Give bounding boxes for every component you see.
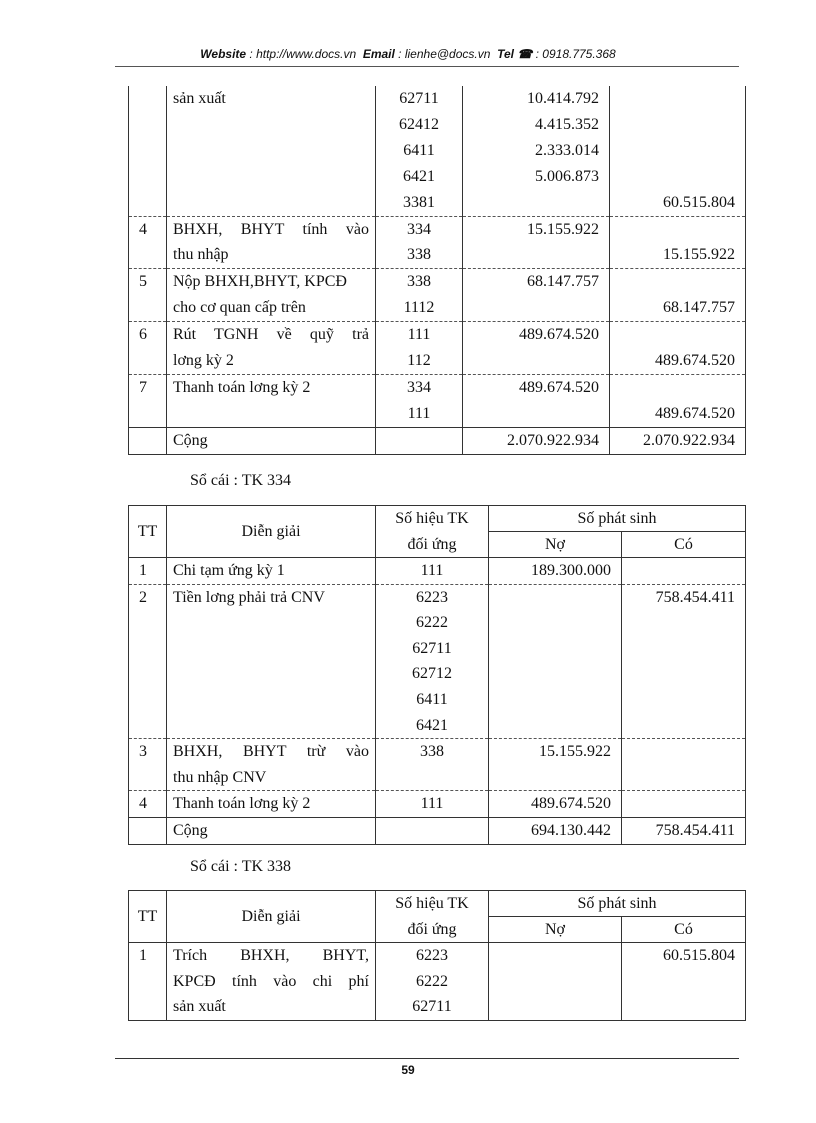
cell-debit: 2.333.014 [463,138,610,164]
cell-account: 6223 [376,943,489,969]
cell-tt [129,242,167,268]
cell-description [167,687,376,713]
header-debit: Nợ [489,532,622,558]
header-account-sub: đối ứng [376,532,489,558]
cell-credit: 489.674.520 [610,348,746,374]
cell-account: 111 [376,558,489,585]
cell-account: 62711 [376,994,489,1020]
tel-value: : 0918.775.368 [535,47,616,61]
cell-account: 111 [376,791,489,818]
header-tt: TT [129,506,167,558]
cell-credit [610,138,746,164]
cell-debit [489,765,622,791]
table-row [129,610,746,636]
page-number: 59 [401,1063,415,1077]
cell-debit [463,348,610,374]
email-label: Email [362,47,395,61]
cell-account: 338 [376,739,489,765]
table-row [129,242,746,268]
table-row [129,994,746,1020]
table-row [129,295,746,321]
cell-tt [129,765,167,791]
table-row [129,584,746,610]
cell-tt [129,713,167,739]
cell-description [167,713,376,739]
cell-tt [129,610,167,636]
table-row [129,216,746,242]
cell-description [167,401,376,427]
cell-tt [129,348,167,374]
table-row [129,269,746,295]
cell-debit: 10.414.792 [463,86,610,112]
cell-account [376,765,489,791]
cell-debit [463,190,610,216]
table-row [129,969,746,995]
cell-tt [129,295,167,321]
total-label: Cộng [167,427,376,454]
ledger-334-caption: Sổ cái : TK 334 [190,472,292,489]
cell-account: 6411 [376,138,463,164]
cell-credit [610,216,746,242]
cell-tt: 3 [129,739,167,765]
cell-credit [610,322,746,348]
cell-tt: 6 [129,322,167,348]
cell-account: 62711 [376,636,489,662]
cell-tt: 1 [129,943,167,969]
cell-description: Rút TGNH về quỹ trả [167,322,376,348]
cell-account: 338 [376,242,463,268]
total-row [129,817,746,844]
table-row [129,687,746,713]
cell-tt [129,636,167,662]
table-row [129,112,746,138]
cell-credit [622,610,746,636]
cell-tt [129,190,167,216]
header-debit: Nợ [489,917,622,943]
cell-account: 111 [376,401,463,427]
table-row [129,661,746,687]
cell-account: 6421 [376,713,489,739]
table-row [129,739,746,765]
cell-credit [622,636,746,662]
cell-tt [129,164,167,190]
cell-credit: 60.515.804 [622,943,746,969]
cell-debit [463,295,610,321]
header-description: Diễn giải [167,506,376,558]
cell-tt [129,687,167,713]
cell-description: lơng kỳ 2 [167,348,376,374]
total-debit: 2.070.922.934 [463,427,610,454]
table-row [129,374,746,400]
cell-tt [129,969,167,995]
cell-account: 62412 [376,112,463,138]
cell-description [167,636,376,662]
cell-debit: 4.415.352 [463,112,610,138]
header-credit: Có [622,917,746,943]
total-debit: 694.130.442 [489,817,622,844]
table-row [129,322,746,348]
cell-debit [463,242,610,268]
cell-debit [489,661,622,687]
cell-credit [622,661,746,687]
total-label: Cộng [167,817,376,844]
cell-account: 334 [376,216,463,242]
cell-debit [489,687,622,713]
cell-debit: 189.300.000 [489,558,622,585]
cell-description: Thanh toán lơng kỳ 2 [167,374,376,400]
header-account: Số hiệu TK [376,506,489,532]
cell-description [167,610,376,636]
cell-account: 111 [376,322,463,348]
cell-debit: 489.674.520 [463,322,610,348]
cell-debit [489,636,622,662]
cell-debit [489,969,622,995]
tel-label: Tel [497,47,514,61]
website-value: : http://www.docs.vn [249,47,357,61]
phone-icon: ☎ [517,47,533,61]
cell-credit [622,765,746,791]
cell-tt [129,86,167,112]
cell-tt [129,401,167,427]
cell-description: KPCĐ tính vào chi phí [167,969,376,995]
cell-tt: 1 [129,558,167,585]
table-row [129,190,746,216]
table-row [129,86,746,112]
header-credit: Có [622,532,746,558]
cell-account: 6421 [376,164,463,190]
cell-credit [610,112,746,138]
cell-credit [622,713,746,739]
header-description: Diễn giải [167,891,376,943]
cell-credit [622,791,746,818]
cell-account: 62712 [376,661,489,687]
cell-tt [129,138,167,164]
cell-tt [129,817,167,844]
header-tt: TT [129,891,167,943]
header-account: Số hiệu TK [376,891,489,917]
table-row [129,401,746,427]
footer-divider [115,1058,739,1059]
cell-account: 62711 [376,86,463,112]
total-row [129,427,746,454]
cell-account: 112 [376,348,463,374]
cell-credit [610,374,746,400]
cell-tt [129,112,167,138]
cell-account: 6411 [376,687,489,713]
cell-account [376,817,489,844]
header-amount: Số phát sinh [489,506,746,532]
cell-description: BHXH, BHYT tính vào [167,216,376,242]
table-row [129,348,746,374]
cell-debit [489,943,622,969]
cell-description: Thanh toán lơng kỳ 2 [167,791,376,818]
cell-credit: 15.155.922 [610,242,746,268]
cell-debit: 489.674.520 [489,791,622,818]
cell-description [167,138,376,164]
email-value: : lienhe@docs.vn [398,47,491,61]
cell-debit: 68.147.757 [463,269,610,295]
cell-tt [129,994,167,1020]
cell-description: sản xuất [167,86,376,112]
cell-account: 1112 [376,295,463,321]
cell-credit [610,86,746,112]
total-credit: 758.454.411 [622,817,746,844]
cell-description: BHXH, BHYT trừ vào [167,739,376,765]
cell-credit: 60.515.804 [610,190,746,216]
cell-tt [129,427,167,454]
cell-tt: 4 [129,791,167,818]
cell-debit [489,713,622,739]
header-divider [115,66,739,67]
table-row [129,558,746,585]
ledger-338-table [128,890,746,1021]
table-row [129,943,746,969]
table-row [129,791,746,818]
cell-credit: 758.454.411 [622,584,746,610]
cell-account: 6222 [376,969,489,995]
cell-debit: 5.006.873 [463,164,610,190]
cell-description [167,661,376,687]
table-row [129,636,746,662]
journal-table [128,86,746,455]
cell-account: 338 [376,269,463,295]
header-amount: Số phát sinh [489,891,746,917]
ledger-334-table [128,505,746,845]
cell-credit [610,269,746,295]
cell-debit [489,610,622,636]
table-row [129,138,746,164]
cell-credit [622,969,746,995]
cell-description: sản xuất [167,994,376,1020]
cell-tt: 7 [129,374,167,400]
cell-description: Chi tạm ứng kỳ 1 [167,558,376,585]
cell-account [376,427,463,454]
cell-credit: 68.147.757 [610,295,746,321]
cell-description [167,190,376,216]
table-row [129,164,746,190]
ledger-338-caption: Sổ cái : TK 338 [190,858,292,875]
cell-description: Trích BHXH, BHYT, [167,943,376,969]
cell-debit [489,994,622,1020]
cell-description: cho cơ quan cấp trên [167,295,376,321]
cell-account: 3381 [376,190,463,216]
cell-debit: 15.155.922 [489,739,622,765]
cell-description: thu nhập [167,242,376,268]
cell-credit [622,994,746,1020]
cell-description: Tiền lơng phải trả CNV [167,584,376,610]
cell-credit [622,558,746,585]
cell-tt: 4 [129,216,167,242]
cell-account: 334 [376,374,463,400]
cell-tt: 2 [129,584,167,610]
cell-credit [610,164,746,190]
table-row [129,765,746,791]
header-account-sub: đối ứng [376,917,489,943]
cell-description [167,112,376,138]
cell-credit [622,687,746,713]
cell-debit: 489.674.520 [463,374,610,400]
total-credit: 2.070.922.934 [610,427,746,454]
cell-debit [489,584,622,610]
page-header [0,47,816,61]
cell-credit [622,739,746,765]
cell-tt [129,661,167,687]
cell-account: 6223 [376,584,489,610]
cell-description [167,164,376,190]
cell-tt: 5 [129,269,167,295]
cell-debit [463,401,610,427]
cell-debit: 15.155.922 [463,216,610,242]
website-label: Website [200,47,247,61]
cell-credit: 489.674.520 [610,401,746,427]
table-row [129,713,746,739]
cell-description: Nộp BHXH,BHYT, KPCĐ [167,269,376,295]
cell-description: thu nhập CNV [167,765,376,791]
cell-account: 6222 [376,610,489,636]
